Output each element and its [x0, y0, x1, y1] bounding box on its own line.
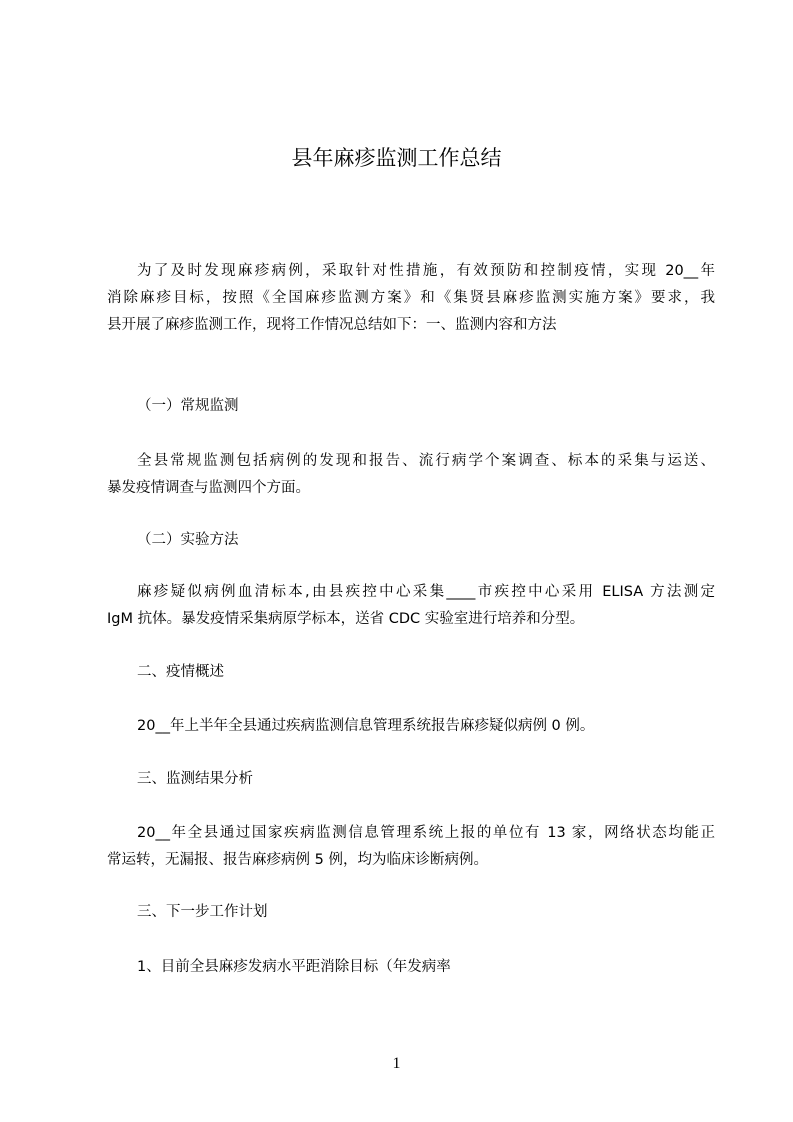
- heading-analysis: 三、监测结果分析: [137, 771, 253, 787]
- document-title: 县年麻疹监测工作总结: [291, 146, 502, 170]
- lab-paragraph: [107, 579, 715, 633]
- plan-item-1: 1、目前全县麻疹发病水平距消除目标（年发病率: [137, 959, 451, 975]
- text-line: 麻疹疑似病例血清标本,由县疾控中心采集____市疾控中心采用 ELISA 方法测定: [137, 584, 715, 600]
- text-line: IgM 抗体。暴发疫情采集病原学标本，送省 CDC 实验室进行培养和分型。: [107, 611, 585, 627]
- text-line: 县开展了麻疹监测工作，现将工作情况总结如下：一、监测内容和方法: [107, 317, 557, 333]
- analysis-paragraph: [107, 820, 715, 874]
- text-line: 20__年全县通过国家疾病监测信息管理系统上报的单位有 13 家，网络状态均能正: [137, 825, 715, 841]
- intro-paragraph: [107, 258, 715, 339]
- page-number: 1: [392, 1055, 401, 1072]
- heading-routine-monitoring: （一）常规监测: [137, 398, 239, 414]
- heading-overview: 二、疫情概述: [137, 664, 224, 680]
- routine-paragraph: [107, 448, 715, 502]
- heading-plan: 三、下一步工作计划: [137, 904, 268, 920]
- text-line: 暴发疫情调查与监测四个方面。: [107, 480, 310, 496]
- text-line: 常运转，无漏报、报告麻疹病例 5 例，均为临床诊断病例。: [107, 852, 488, 868]
- overview-paragraph: 20__年上半年全县通过疾病监测信息管理系统报告麻疹疑似病例 0 例。: [137, 718, 595, 734]
- heading-lab-method: （二）实验方法: [137, 532, 239, 548]
- text-line: 全县常规监测包括病例的发现和报告、流行病学个案调查、标本的采集与运送、: [137, 453, 715, 469]
- text-line: 消除麻疹目标，按照《全国麻疹监测方案》和《集贤县麻疹监测实施方案》要求，我: [107, 290, 715, 306]
- text-line: 为了及时发现麻疹病例，采取针对性措施，有效预防和控制疫情，实现 20__年: [137, 263, 715, 279]
